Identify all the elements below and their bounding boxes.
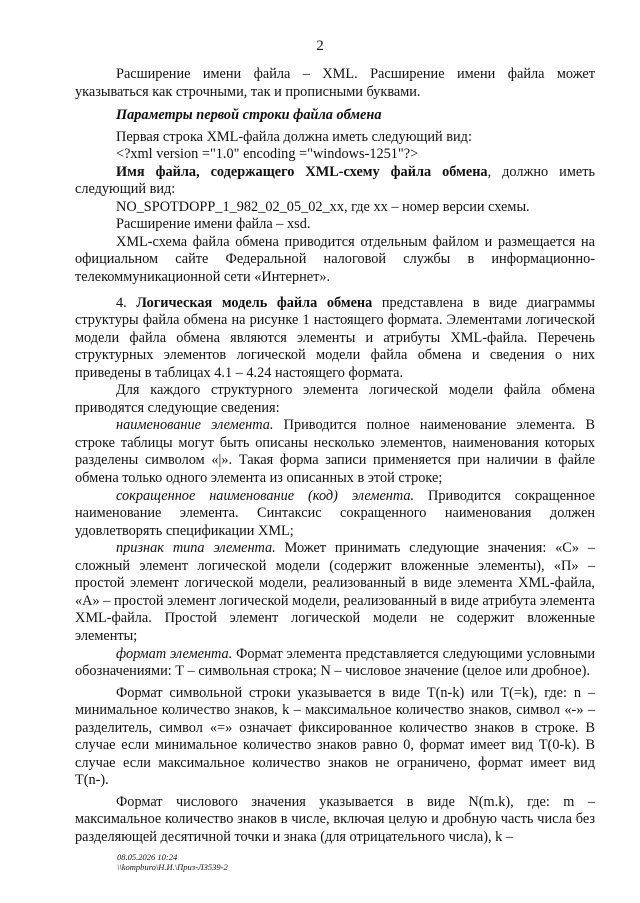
element-name-italic: наименование элемента.: [116, 417, 274, 434]
logical-model-number: 4.: [116, 294, 137, 311]
element-type-italic: признак типа элемента.: [116, 540, 276, 557]
paragraph-string-format: Формат символьной строки указывается в виде T(n-k) или T(=k), где: n – минимальное количество знаков, k – максимальное количество знаков, символ «-» – разделитель, символ «=» означает фиксированное количество знаков в строке. В случае если минимальное количество знаков равно 0, формат имеет вид T(0-k). В случае если максимальное количество знаков не ограничено, формат имеет вид T(n-).: [75, 684, 595, 789]
paragraph-logical-model: [75, 295, 595, 383]
element-type-rest: Может принимать следующие значения: «С» – сложный элемент логической модели (содержит вложенные элементы), «П» – простой элемент логической модели, реализованный в виде элемента XML-файла, «А» – простой элемент логической модели, реализованный в виде атрибута элемента XML-файла. Простой элемент логической модели не содержит вложенные элементы;: [75, 540, 595, 644]
logical-model-rest: представлена в виде диаграммы структуры файла обмена на рисунке 1 настоящего формата. Элементами логической модели файла обмена являются элементы и атрибуты XML-файла. Перечень структурных элементов логической модели файла обмена и сведения о них приведены в таблицах 4.1 – 4.24 настоящего формата.: [75, 294, 596, 381]
footer-file-path: \\kompburo\Н.И.\Приз-Л3539-2: [117, 862, 228, 872]
logical-model-bold: Логическая модель файла обмена: [136, 294, 373, 311]
schema-file-name-rest: , должно иметь следующий вид:: [75, 163, 595, 198]
paragraph-schema-file-name: [75, 164, 595, 199]
section-heading-first-line-params: Параметры первой строки файла обмена: [116, 107, 382, 124]
paragraph-first-line-intro: Первая строка XML-файла должна иметь следующий вид:: [116, 128, 472, 145]
element-format-italic: формат элемента.: [116, 645, 233, 662]
page-number: 2: [316, 38, 324, 54]
paragraph-number-format: Формат числового значения указывается в виде N(m.k), где: m – максимальное количество знаков в числе, включая целую и дробную часть числа без разделяющей десятичной точки и знака (для отрицательного числа), k –: [75, 793, 595, 845]
element-format-rest: Формат элемента представляется следующими условными обозначениями: Т – символьная строка; N – числовое значение (целое или дробное).: [75, 645, 595, 680]
paragraph-file-extension: Расширение имени файла – XML. Расширение имени файла может указываться как строчными, так и прописными буквами.: [75, 66, 595, 100]
paragraph-element-code: [75, 488, 595, 541]
paragraph-element-info-intro: Для каждого структурного элемента логической модели файла обмена приводятся следующие сведения:: [75, 382, 595, 416]
paragraph-element-name: [75, 417, 595, 487]
schema-file-name-bold: Имя файла, содержащего XML-схему файла обмена: [116, 163, 488, 180]
document-body: [75, 66, 595, 847]
paragraph-schema-extension: Расширение имени файла – xsd.: [116, 216, 311, 233]
footer-timestamp: 08.05.2026 10:24: [117, 852, 178, 862]
document-footer: [117, 852, 228, 872]
paragraph-schema-publication: XML-схема файла обмена приводится отдельным файлом и размещается на официальном сайте Федеральной налоговой службы в информационно-телекоммуникационной сети «Интернет».: [75, 233, 595, 286]
paragraph-element-format: [75, 646, 595, 681]
paragraph-schema-name-pattern: NO_SPOTDOPP_1_982_02_05_02_xx, где xx – номер версии схемы.: [116, 198, 530, 215]
element-name-rest: Приводится полное наименование элемента. В строке таблицы могут быть описаны несколько элементов, наименования которых разделены символом «|». Такая форма записи применяется при наличии в файле обмена только одного элемента из описанных в этой строке;: [75, 417, 595, 487]
element-code-italic: сокращенное наименование (код) элемента.: [116, 487, 415, 504]
paragraph-xml-declaration: <?xml version ="1.0" encoding ="windows-1251"?>: [116, 146, 419, 163]
paragraph-element-type: [75, 540, 595, 645]
element-code-rest: Приводится сокращенное наименование элемента. Синтаксис сокращенного наименования должен удовлетворять спецификации XML;: [75, 487, 595, 539]
